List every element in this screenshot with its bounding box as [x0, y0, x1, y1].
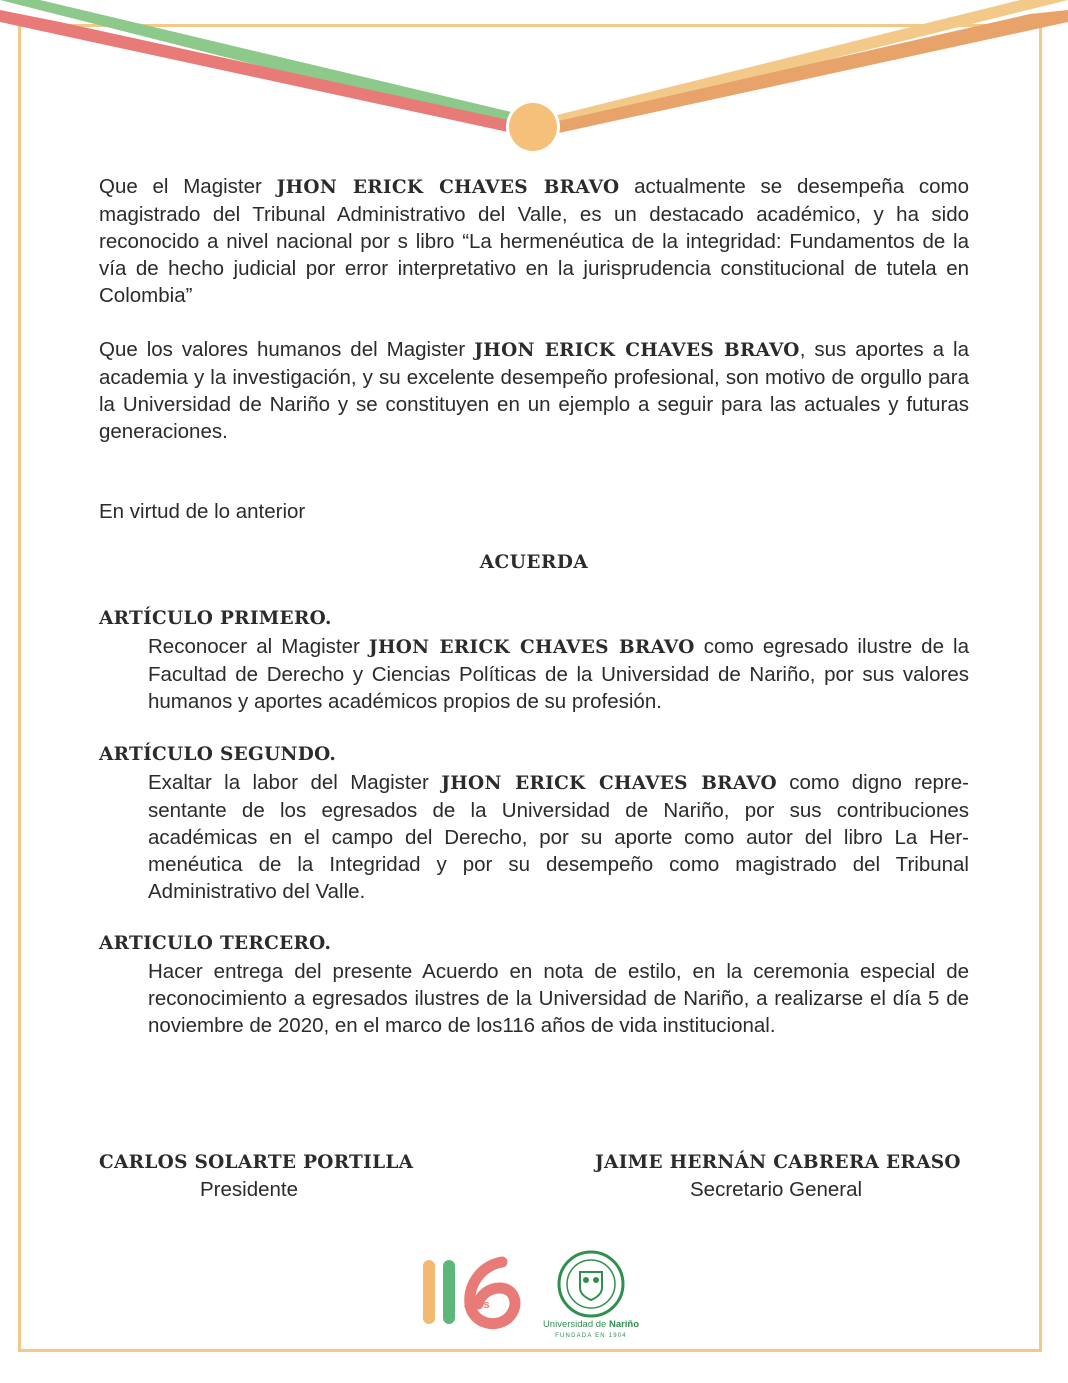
signature-name-secretary: JAIME HERNÁN CABRERA ERASO — [595, 1152, 961, 1173]
article-1-body: Reconocer al Magister JHON ERICK CHAVES BRAVO como egresado ilustre de la Facultad de Derecho y Ciencias Políticas de la Universidad de Nariño, por sus valores humanos y aportes académicos propios de su profesión. — [148, 635, 970, 713]
signature-role-secretary: Secretario General — [690, 1178, 863, 1201]
signature-role-president: Presidente — [200, 1178, 299, 1201]
svg-text:años: años — [464, 1299, 490, 1311]
article-2-body: Exaltar la labor del Magister JHON ERICK CHAVES BRAVO como digno repre-sentante de los egresados de la Universidad de Nariño, por sus contribuciones académicas en el campo del Derecho, por su aporte como autor del libro La Her-menéutica de la Integridad y por su desempeño como magistrado del Tribunal Administrativo del Valle. — [148, 771, 969, 903]
honoree-name: JHON ERICK CHAVES BRAVO — [276, 177, 620, 198]
article-2-heading: ARTÍCULO SEGUNDO. — [99, 744, 337, 765]
intro-paragraph-2: Que los valores humanos del Magister JHON ERICK CHAVES BRAVO, sus aportes a la academia y la investigación, y su excelente desempeño profesional, son motivo de orgullo para la Universidad de Nariño y se constituyen en un ejemplo a seguir para las actuales y futuras generaciones. — [99, 338, 969, 443]
acuerda-heading: ACUERDA — [479, 552, 589, 573]
anniversary-116-logo — [420, 1252, 530, 1332]
article-3-heading: ARTICULO TERCERO. — [99, 933, 332, 954]
svg-text:Universidad de Nariño: Universidad de Nariño — [542, 1319, 640, 1330]
article-3-body: Hacer entrega del presente Acuerdo en nota de estilo, en la ceremonia especial de reconocimiento a egresados ilustres de la Universidad de Nariño, a realizarse el día 5 de noviembre de 2020, en el marco de los116 años de vida institucional. — [148, 960, 969, 1037]
top-ribbon-decoration — [0, 0, 1068, 160]
signature-name-president: CARLOS SOLARTE PORTILLA — [99, 1152, 414, 1173]
honoree-name: JHON ERICK CHAVES BRAVO — [474, 340, 800, 361]
honoree-name: JHON ERICK CHAVES BRAVO — [368, 637, 695, 658]
university-seal-logo — [538, 1248, 648, 1338]
intro-paragraph-3: En virtud de lo anterior — [99, 500, 306, 523]
article-1-heading: ARTÍCULO PRIMERO. — [99, 608, 332, 629]
seal-icon — [506, 100, 560, 154]
intro-paragraph-1: Que el Magister JHON ERICK CHAVES BRAVO actualmente se desempeña como magistrado del Tribunal Administrativo del Valle, es un destacado académico, y ha sido reconocido a nivel nacional por s libro “La hermenéutica de la integridad: Fundamentos de la vía de hecho judicial por error interpretativo en la jurisprudencia constitucional de tutela en Colombia” — [99, 175, 969, 307]
honoree-name: JHON ERICK CHAVES BRAVO — [441, 773, 777, 794]
svg-text:FUNDADA EN 1904: FUNDADA EN 1904 — [555, 1333, 627, 1338]
